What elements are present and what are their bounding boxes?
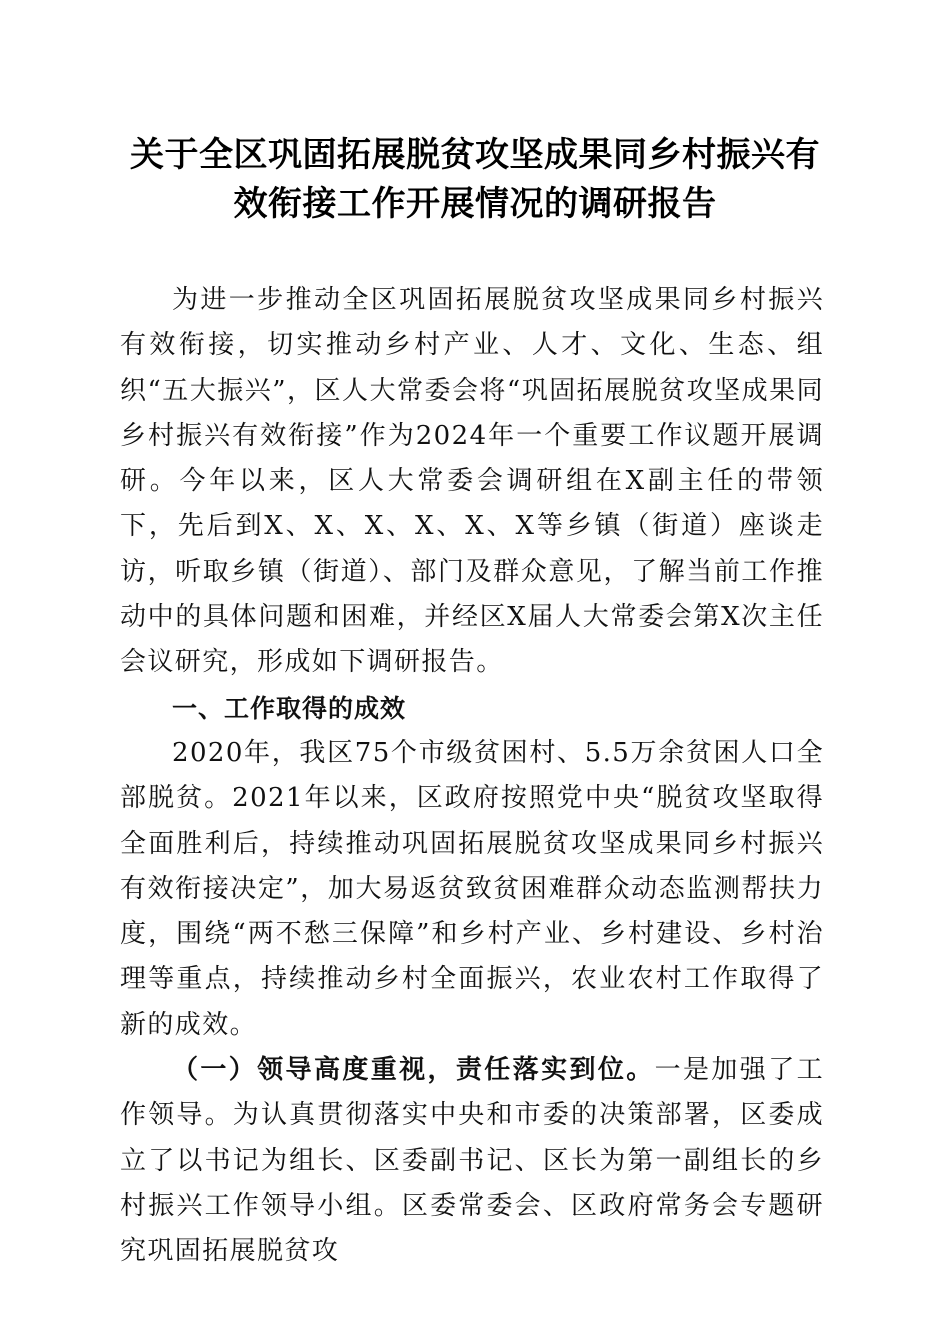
achievements-paragraph: 2020年，我区75个市级贫困村、5.5万余贫困人口全部脱贫。2021年以来，区政府按照党中央“脱贫攻坚取得全面胜利后，持续推动巩固拓展脱贫攻坚成果同乡村振兴有效衔接决定”，加大易返贫致贫困难群众动态监测帮扶力度，围绕“两不愁三保障”和乡村产业、乡村建设、乡村治理等重点，持续推动乡村全面振兴，农业农村工作取得了新的成效。 xyxy=(120,737,824,1040)
document-body xyxy=(120,278,824,1275)
subsection-text-leadership: 一是加强了工作领导。为认真贯彻落实中央和市委的决策部署，区委成立了以书记为组长、区委副书记、区长为第一副组长的乡村振兴工作领导小组。区委常委会、区政府常务会专题研究巩固拓展脱贫攻 xyxy=(120,1055,824,1267)
subsection-heading-leadership: （一）领导高度重视，责任落实到位。 xyxy=(172,1055,655,1086)
document-title xyxy=(95,131,855,229)
title-line-1: 关于全区巩固拓展脱贫攻坚成果同乡村振兴有 xyxy=(130,135,820,175)
title-line-2: 效衔接工作开展情况的调研报告 xyxy=(233,184,717,224)
section-heading-achievements: 一、工作取得的成效 xyxy=(172,693,407,723)
intro-paragraph: 为进一步推动全区巩固拓展脱贫攻坚成果同乡村振兴有效衔接，切实推动乡村产业、人才、文化、生态、组织“五大振兴”，区人大常委会将“巩固拓展脱贫攻坚成果同乡村振兴有效衔接”作为2024年一个重要工作议题开展调研。今年以来，区人大常委会调研组在X副主任的带领下，先后到X、X、X、X、X、X等乡镇（街道）座谈走访，听取乡镇（街道）、部门及群众意见，了解当前工作推动中的具体问题和困难，并经区X届人大常委会第X次主任会议研究，形成如下调研报告。 xyxy=(120,285,824,678)
subsection-paragraph-leadership xyxy=(120,1048,824,1274)
